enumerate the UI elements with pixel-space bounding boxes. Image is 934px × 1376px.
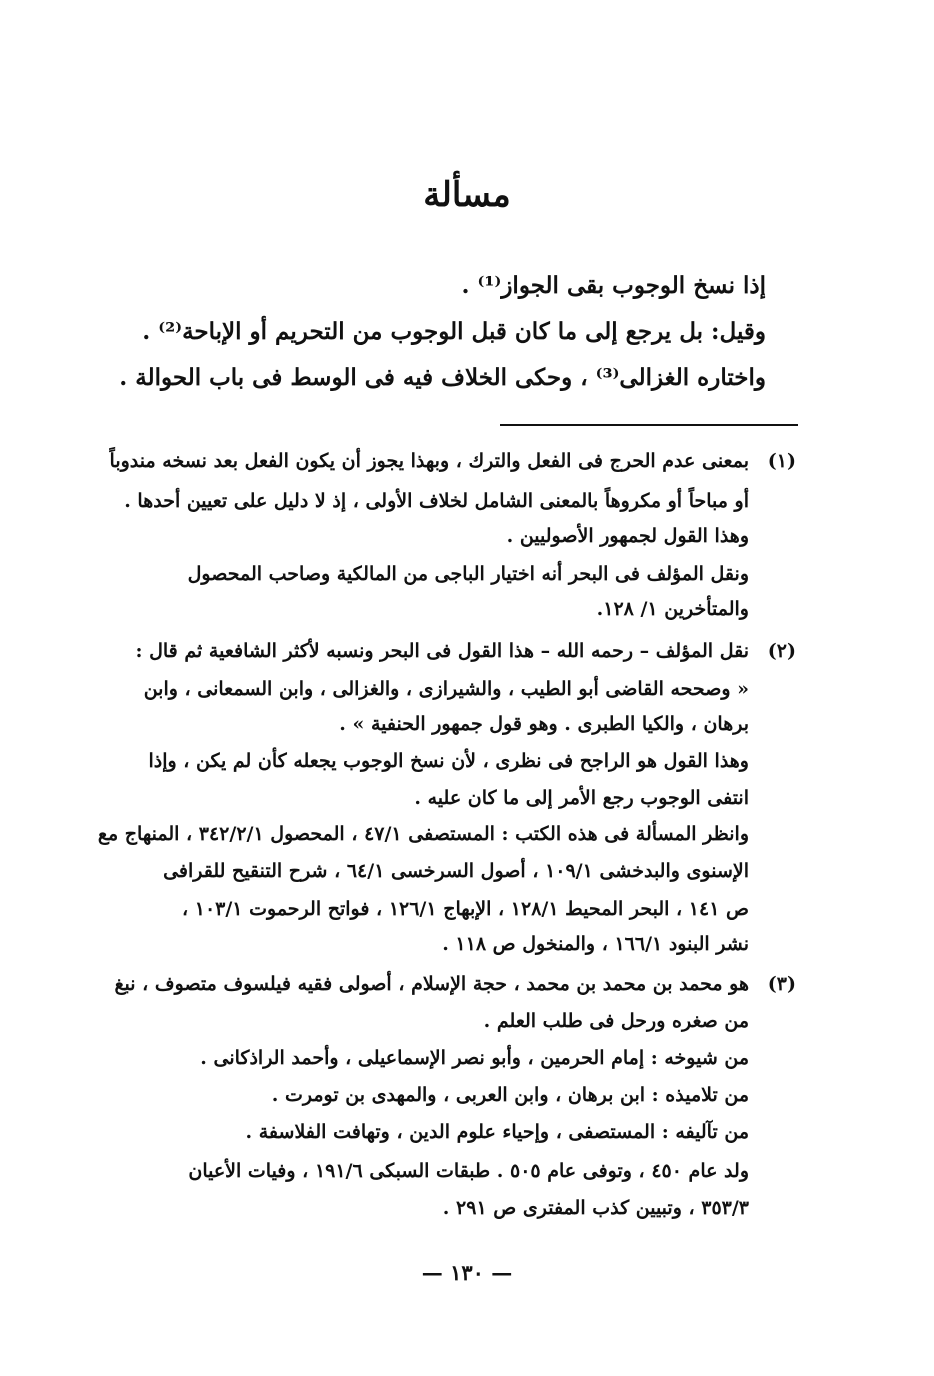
footnote-line: ونقل المؤلف فى البحر أنه اختيار الباجى من المالكية وصاحب المحصول bbox=[187, 563, 749, 585]
footnote-line: نقل المؤلف – رحمه الله – هذا القول فى البحر ونسبه لأكثر الشافعية ثم قال : bbox=[135, 640, 749, 662]
footnote-line: ولد عام ٤٥٠ ، وتوفى عام ٥٠٥ . طبقات السبكى ١٩١/٦ ، وفيات الأعيان bbox=[188, 1160, 749, 1182]
footnote-line: ص ١٤١ ، البحر المحيط ١٢٨/١ ، الإبهاج ١٢٦/١ ، فواتح الرحموت ١٠٣/١ ، bbox=[181, 898, 749, 920]
footnote-line: من تآليفه : المستصفى ، وإحياء علوم الدين ، وتهافت الفلاسفة . bbox=[245, 1121, 749, 1143]
section-title: مسألة bbox=[423, 175, 511, 215]
footnote-line: وهذا القول هو الراجح فى نظرى ، لأن نسخ الوجوب يجعله كأن لم يكن ، وإذا bbox=[148, 750, 749, 772]
footnote-line: هو محمد بن محمد بن محمد ، حجة الإسلام ، أصولى فقيه فيلسوف متصوف ، نبغ bbox=[114, 973, 749, 995]
footnote-line: « وصححه القاضى أبو الطيب ، والشيرازى ، والغزالى ، وابن السمعانى ، وابن bbox=[143, 678, 749, 700]
footnote-line: وهذا القول لجمهور الأصوليين . bbox=[506, 525, 749, 547]
footnote-line: انتفى الوجوب رجع الأمر إلى ما كان عليه . bbox=[414, 787, 749, 809]
footnote-number: (٣) bbox=[767, 973, 796, 995]
body-line: وقيل: بل يرجع إلى ما كان قبل الوجوب من التحريم أو الإباحة⁽²⁾ . bbox=[142, 318, 766, 345]
footnote-divider bbox=[500, 424, 798, 426]
body-line: إذا نسخ الوجوب بقى الجواز⁽¹⁾ . bbox=[461, 272, 766, 299]
footnote-number: (١) bbox=[767, 450, 796, 472]
footnote-line: من صغره ورحل فى طلب العلم . bbox=[483, 1010, 749, 1032]
page-number: — ١٣٠ — bbox=[421, 1260, 513, 1285]
footnote-line: نشر البنود ١٦٦/١ ، والمنخول ص ١١٨ . bbox=[442, 933, 749, 955]
footnote-line: والمتأخرين ١/ ١٢٨. bbox=[596, 598, 749, 620]
footnote-number: (٢) bbox=[767, 640, 796, 662]
footnote-line: من تلاميذه : ابن برهان ، وابن العربى ، والمهدى بن تومرت . bbox=[271, 1084, 749, 1106]
footnote-line: بمعنى عدم الحرج فى الفعل والترك ، وبهذا يجوز أن يكون الفعل بعد نسخه مندوباً bbox=[109, 450, 749, 472]
footnote-line: من شيوخه : إمام الحرمين ، وأبو نصر الإسماعيلى ، وأحمد الراذكانى . bbox=[200, 1047, 749, 1069]
footnote-line: الإسنوى والبدخشى ١٠٩/١ ، أصول السرخسى ٦٤/١ ، شرح التنقيح للقرافى bbox=[163, 860, 749, 882]
footnote-line: برهان ، والكيا الطبرى . وهو قول جمهور الحنفية » . bbox=[339, 713, 749, 735]
body-line: واختاره الغزالى⁽³⁾ ، وحكى الخلاف فيه فى الوسط فى باب الحوالة . bbox=[119, 364, 766, 391]
footnote-line: وانظر المسألة فى هذه الكتب : المستصفى ٤٧/١ ، المحصول ٣٤٢/٢/١ ، المنهاج مع bbox=[97, 823, 749, 845]
footnote-line: أو مباحاً أو مكروهاً بالمعنى الشامل لخلاف الأولى ، إذ لا دليل على تعيين أحدها . bbox=[124, 490, 749, 512]
footnote-line: ٣٥٣/٣ ، وتبيين كذب المفترى ص ٢٩١ . bbox=[442, 1197, 749, 1219]
